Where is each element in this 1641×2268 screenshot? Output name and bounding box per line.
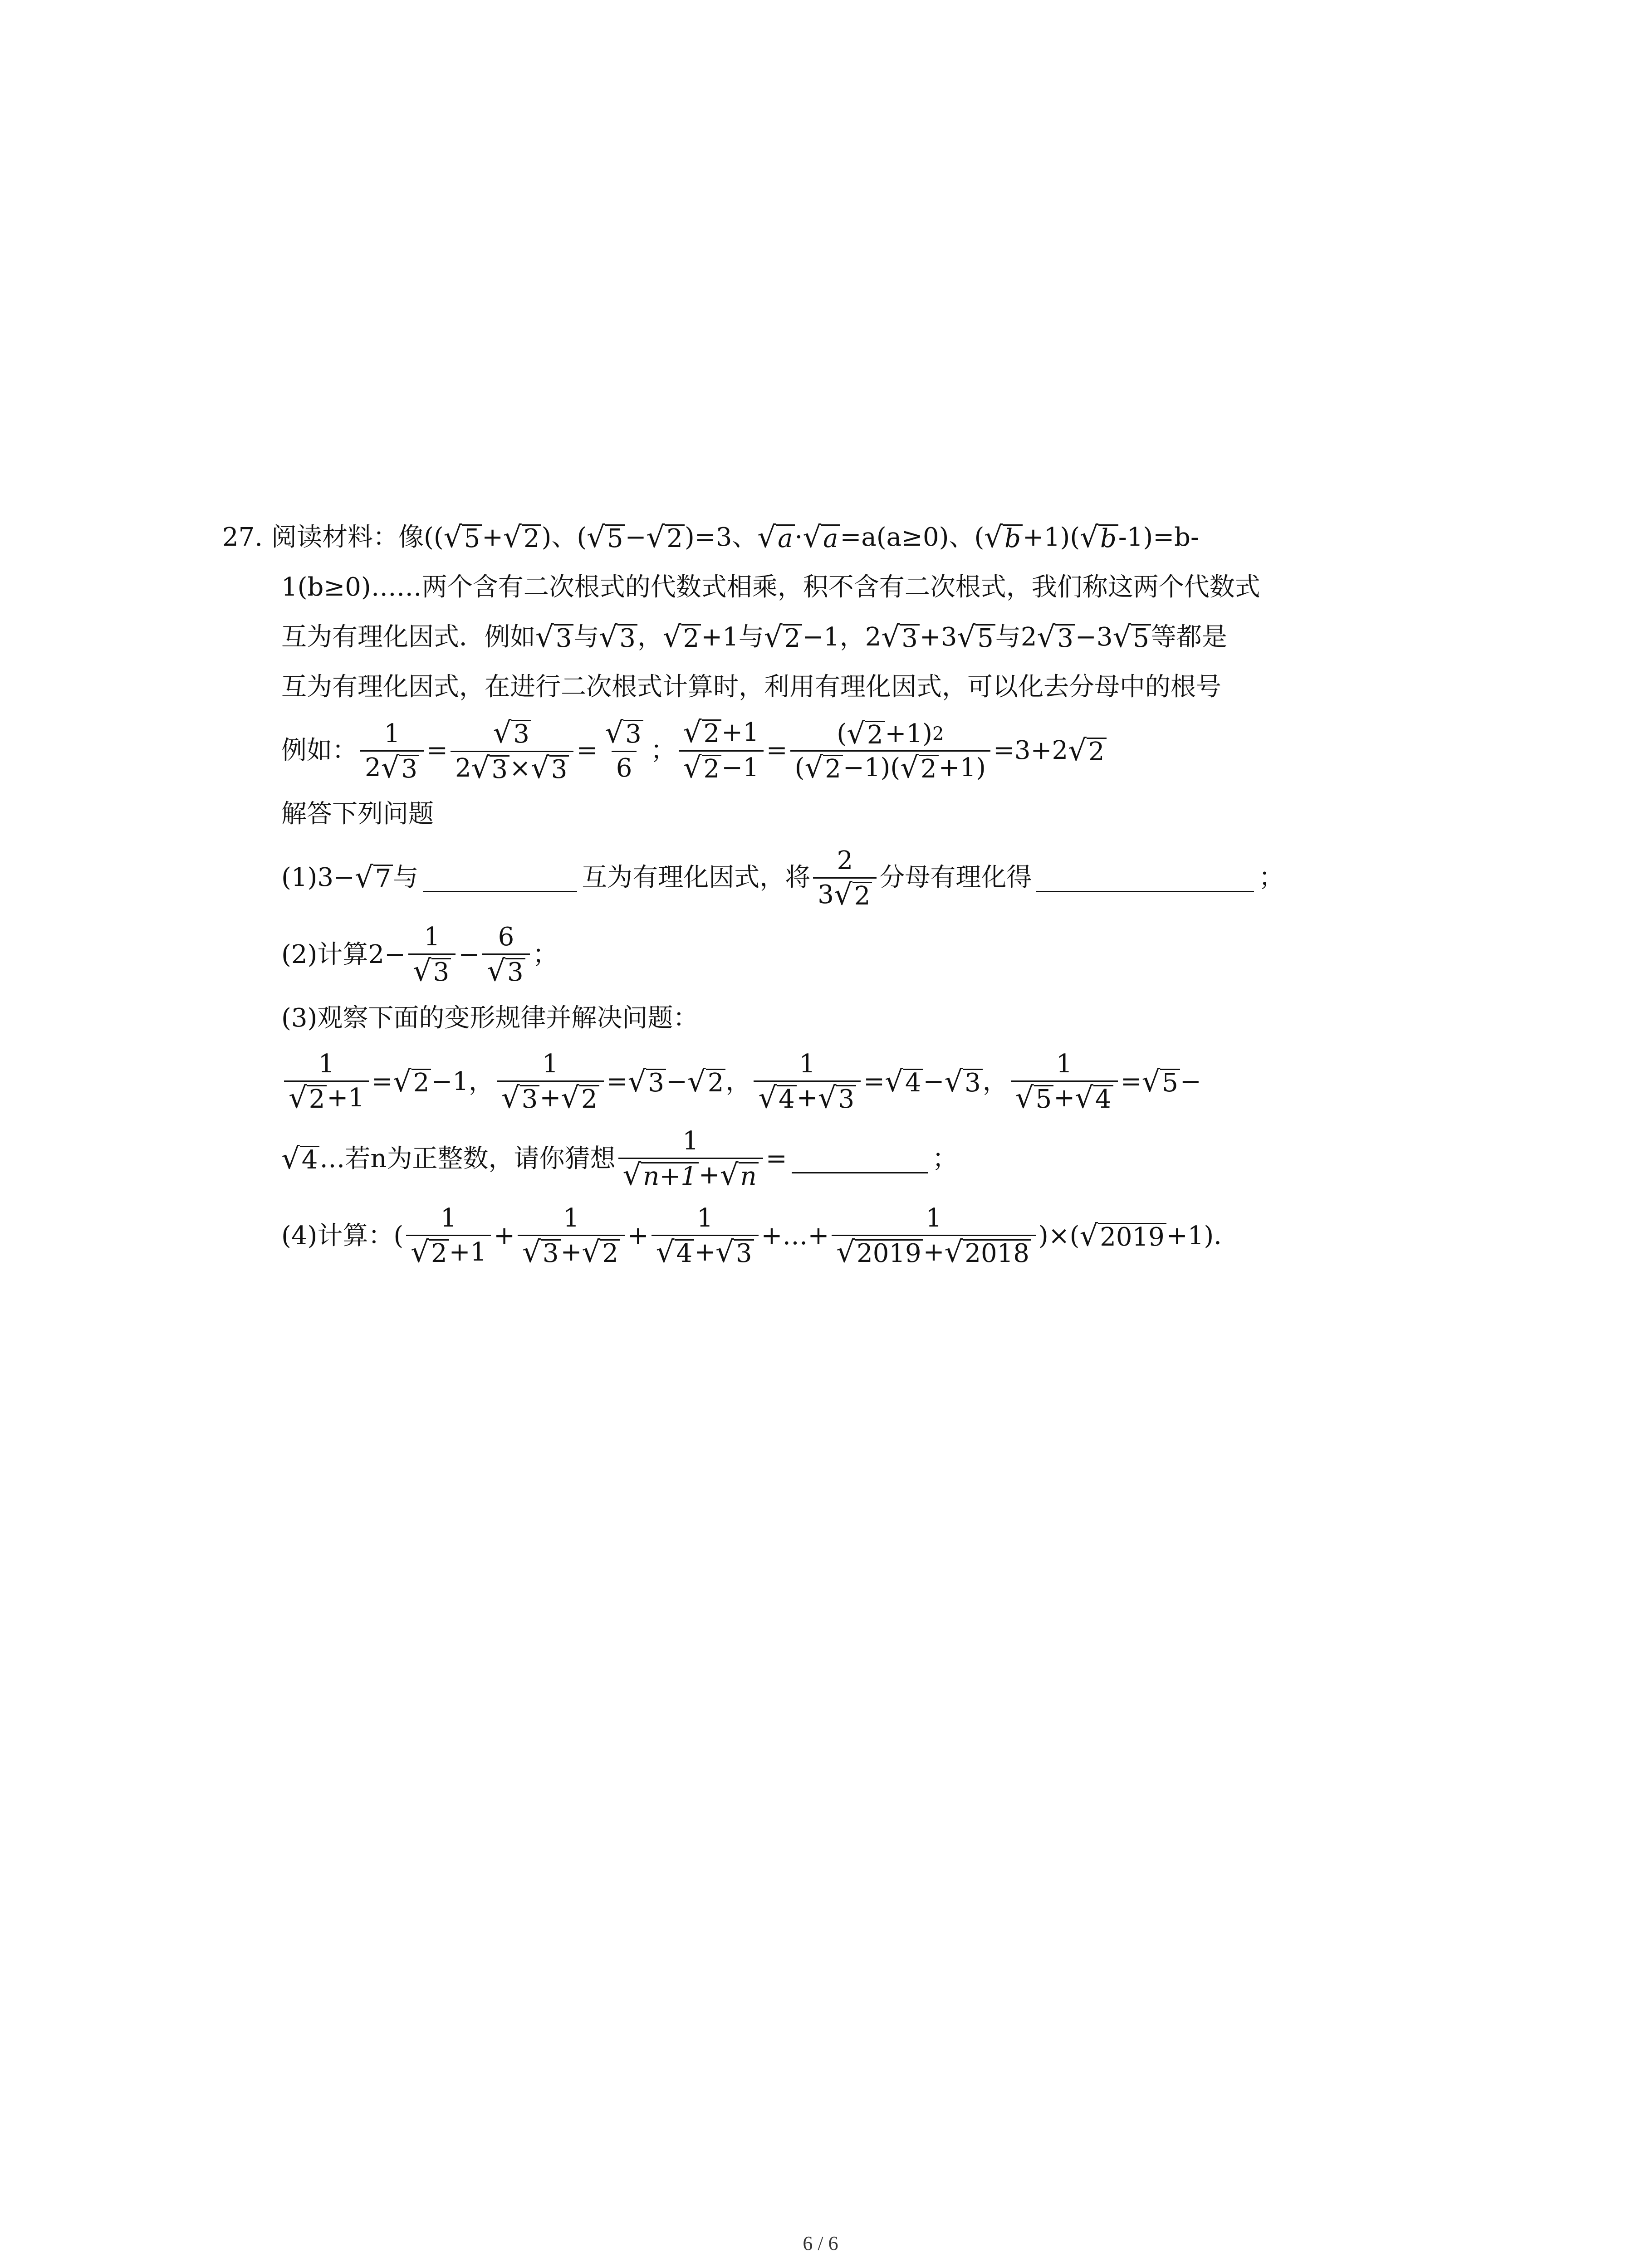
intro-text: 与2 — [995, 622, 1037, 652]
intro-text: -1)=b- — [1118, 523, 1199, 552]
intro-text: ， — [637, 622, 663, 652]
part-1-text: 与 — [393, 863, 419, 892]
result-text: =3+2 — [993, 736, 1068, 765]
fraction: 1 √ 4 + √ 3 — [652, 1204, 759, 1268]
part-1 — [222, 839, 1438, 916]
intro-text: +1与 — [701, 622, 764, 652]
sqrt-5: √ 5 — [957, 623, 995, 652]
sqrt-2: √ 2 — [647, 523, 685, 552]
part-3-guess — [222, 1120, 1438, 1198]
sqrt-2: √ 2 — [663, 623, 701, 652]
sqrt-2: √ 2 — [764, 623, 802, 652]
sqrt-b: √ b — [984, 523, 1023, 552]
fraction: 1 √ 5 + √ 4 — [1011, 1050, 1118, 1114]
plus: + — [627, 1221, 649, 1251]
sqrt-3: √ 3 — [1037, 623, 1075, 652]
sqrt-5: √ 5 — [1141, 1067, 1180, 1096]
intro-text: 互为有理化因式．例如 — [281, 622, 535, 652]
sqrt-4: √ 4 — [885, 1067, 923, 1096]
part-4-text: +1)． — [1166, 1221, 1239, 1251]
solve-label: 解答下列问题 — [281, 799, 434, 829]
equals: = — [863, 1067, 885, 1096]
part-2-text: (2)计算2− — [281, 940, 406, 969]
intro-text: +1)( — [1022, 523, 1080, 552]
intro-text: 等都是 — [1151, 622, 1227, 652]
intro-text: +3 — [919, 622, 957, 652]
sqrt-4: √ 4 — [281, 1144, 319, 1173]
sqrt-a: √ a — [803, 523, 840, 552]
comma: ， — [982, 1067, 1008, 1096]
fraction: 1 √ 2 +1 — [406, 1204, 491, 1268]
equals: = — [576, 736, 598, 765]
part-3-label-line — [222, 993, 1438, 1043]
sqrt-5: √ 5 — [444, 523, 482, 552]
intro-line-1 — [222, 513, 1438, 562]
sqrt-3: √ 3 — [944, 1067, 982, 1096]
part-1-text: ； — [1259, 863, 1284, 892]
intro-text: −3 — [1075, 622, 1113, 652]
part-1-text: 互为有理化因式，将 — [582, 863, 811, 892]
semicolon: ； — [932, 1144, 958, 1173]
fraction: 1 √ 2 +1 — [284, 1050, 369, 1114]
intro-text: 互为有理化因式，在进行二次根式计算时，利用有理化因式，可以化去分母中的根号 — [281, 672, 1221, 702]
page-number: 6 / 6 — [803, 2232, 838, 2254]
intro-text: 与 — [573, 622, 599, 652]
part-2 — [222, 916, 1438, 993]
part-3-formulas: 1 √ 2 +1 = √ 2 −1 ， 1 √ 3 + √ 2 = √ 3 − √ 2 ， 1 √ 4 + √ 3 = √ 4 − √ 3 ， 1 √ 5 + √ 4 = √ 5 − — [222, 1043, 1438, 1120]
sqrt-2: √ 2 — [1068, 736, 1106, 765]
sqrt-3: √ 3 — [881, 623, 919, 652]
part-4-text: (4)计算：( — [281, 1221, 404, 1251]
fraction: 1 √ 3 + √ 2 — [497, 1050, 604, 1114]
part-4 — [222, 1198, 1438, 1275]
equals: = — [606, 1067, 628, 1096]
part-2-text: ； — [532, 940, 558, 969]
intro-line-3 — [222, 612, 1438, 662]
fraction: 1 2 √ 3 — [360, 719, 424, 782]
fraction: 1 √ 3 — [408, 923, 456, 987]
sqrt-2: √ 2 — [503, 523, 541, 552]
plus: + — [494, 1221, 515, 1251]
intro-line-2 — [222, 562, 1438, 612]
sqrt-5: √ 5 — [587, 523, 625, 552]
part-3-label: (3)观察下面的变形规律并解决问题： — [281, 1003, 699, 1033]
fraction: 1 √ 4 + √ 3 — [754, 1050, 861, 1114]
answer-blank-1a[interactable] — [423, 864, 577, 892]
intro-text: )=3、 — [684, 523, 758, 552]
minus: − — [458, 940, 480, 969]
part-1-text: (1)3− — [281, 863, 355, 892]
sqrt-2: √ 2 — [393, 1067, 431, 1096]
sqrt-2: √ 2 — [687, 1067, 725, 1096]
sqrt-2019: √ 2019 — [1080, 1222, 1166, 1251]
question-number: 27. — [222, 523, 263, 552]
fraction: 6 √ 3 — [482, 923, 529, 987]
equals: = — [765, 1144, 787, 1173]
sqrt-b: √ b — [1080, 523, 1118, 552]
fraction: √ 3 2 √ 3 × √ 3 — [451, 719, 573, 783]
part-4-text: )×( — [1038, 1221, 1080, 1251]
part-3-text: …若n为正整数，请你猜想 — [319, 1144, 616, 1173]
fraction: √ 3 6 — [600, 719, 647, 783]
sqrt-7: √ 7 — [355, 863, 393, 892]
fraction: √ 2 +1 √ 2 −1 — [679, 718, 764, 784]
comma: ， — [468, 1067, 494, 1096]
intro-text: −1，2 — [802, 622, 882, 652]
sqrt-3: √ 3 — [599, 623, 637, 652]
sqrt-a: √ a — [757, 523, 794, 552]
solve-label-line — [222, 789, 1438, 839]
equals: = — [371, 1067, 393, 1096]
intro-text: =a(a≥0)、( — [840, 523, 985, 552]
part-1-text: 分母有理化得 — [879, 863, 1032, 892]
intro-line-4 — [222, 662, 1438, 712]
equals: = — [766, 736, 788, 765]
sqrt-3: √ 3 — [535, 623, 573, 652]
plus: + — [482, 523, 504, 552]
sqrt-3: √ 3 — [628, 1067, 666, 1096]
intro-text: )、( — [541, 523, 587, 552]
example-line — [222, 712, 1438, 789]
comma: ， — [725, 1067, 751, 1096]
fraction: 2 3 √ 2 — [813, 846, 877, 909]
ellipsis: +…+ — [761, 1221, 829, 1251]
dot: · — [794, 523, 803, 552]
equals: = — [1120, 1067, 1142, 1096]
question-27 — [222, 513, 1438, 1275]
example-label: 例如： — [281, 736, 358, 765]
equals: = — [426, 736, 448, 765]
semicolon: ； — [650, 736, 676, 765]
sqrt-5: √ 5 — [1112, 623, 1151, 652]
minus: − — [625, 523, 647, 552]
fraction: 1 √ 2019 + √ 2018 — [832, 1204, 1036, 1268]
fraction: 1 √ n+1 + √ n — [618, 1127, 763, 1191]
intro-text: 阅读材料：像(( — [271, 523, 444, 552]
fraction: 1 √ 3 + √ 2 — [518, 1204, 625, 1268]
intro-text: 1(b≥0)……两个含有二次根式的代数式相乘，积不含有二次根式，我们称这两个代数式 — [281, 572, 1260, 602]
answer-blank-1b[interactable] — [1036, 864, 1254, 892]
fraction: ( √ 2 +1) 2 ( √ 2 −1)( √ 2 +1) — [790, 719, 990, 782]
answer-blank-3[interactable] — [792, 1145, 928, 1173]
